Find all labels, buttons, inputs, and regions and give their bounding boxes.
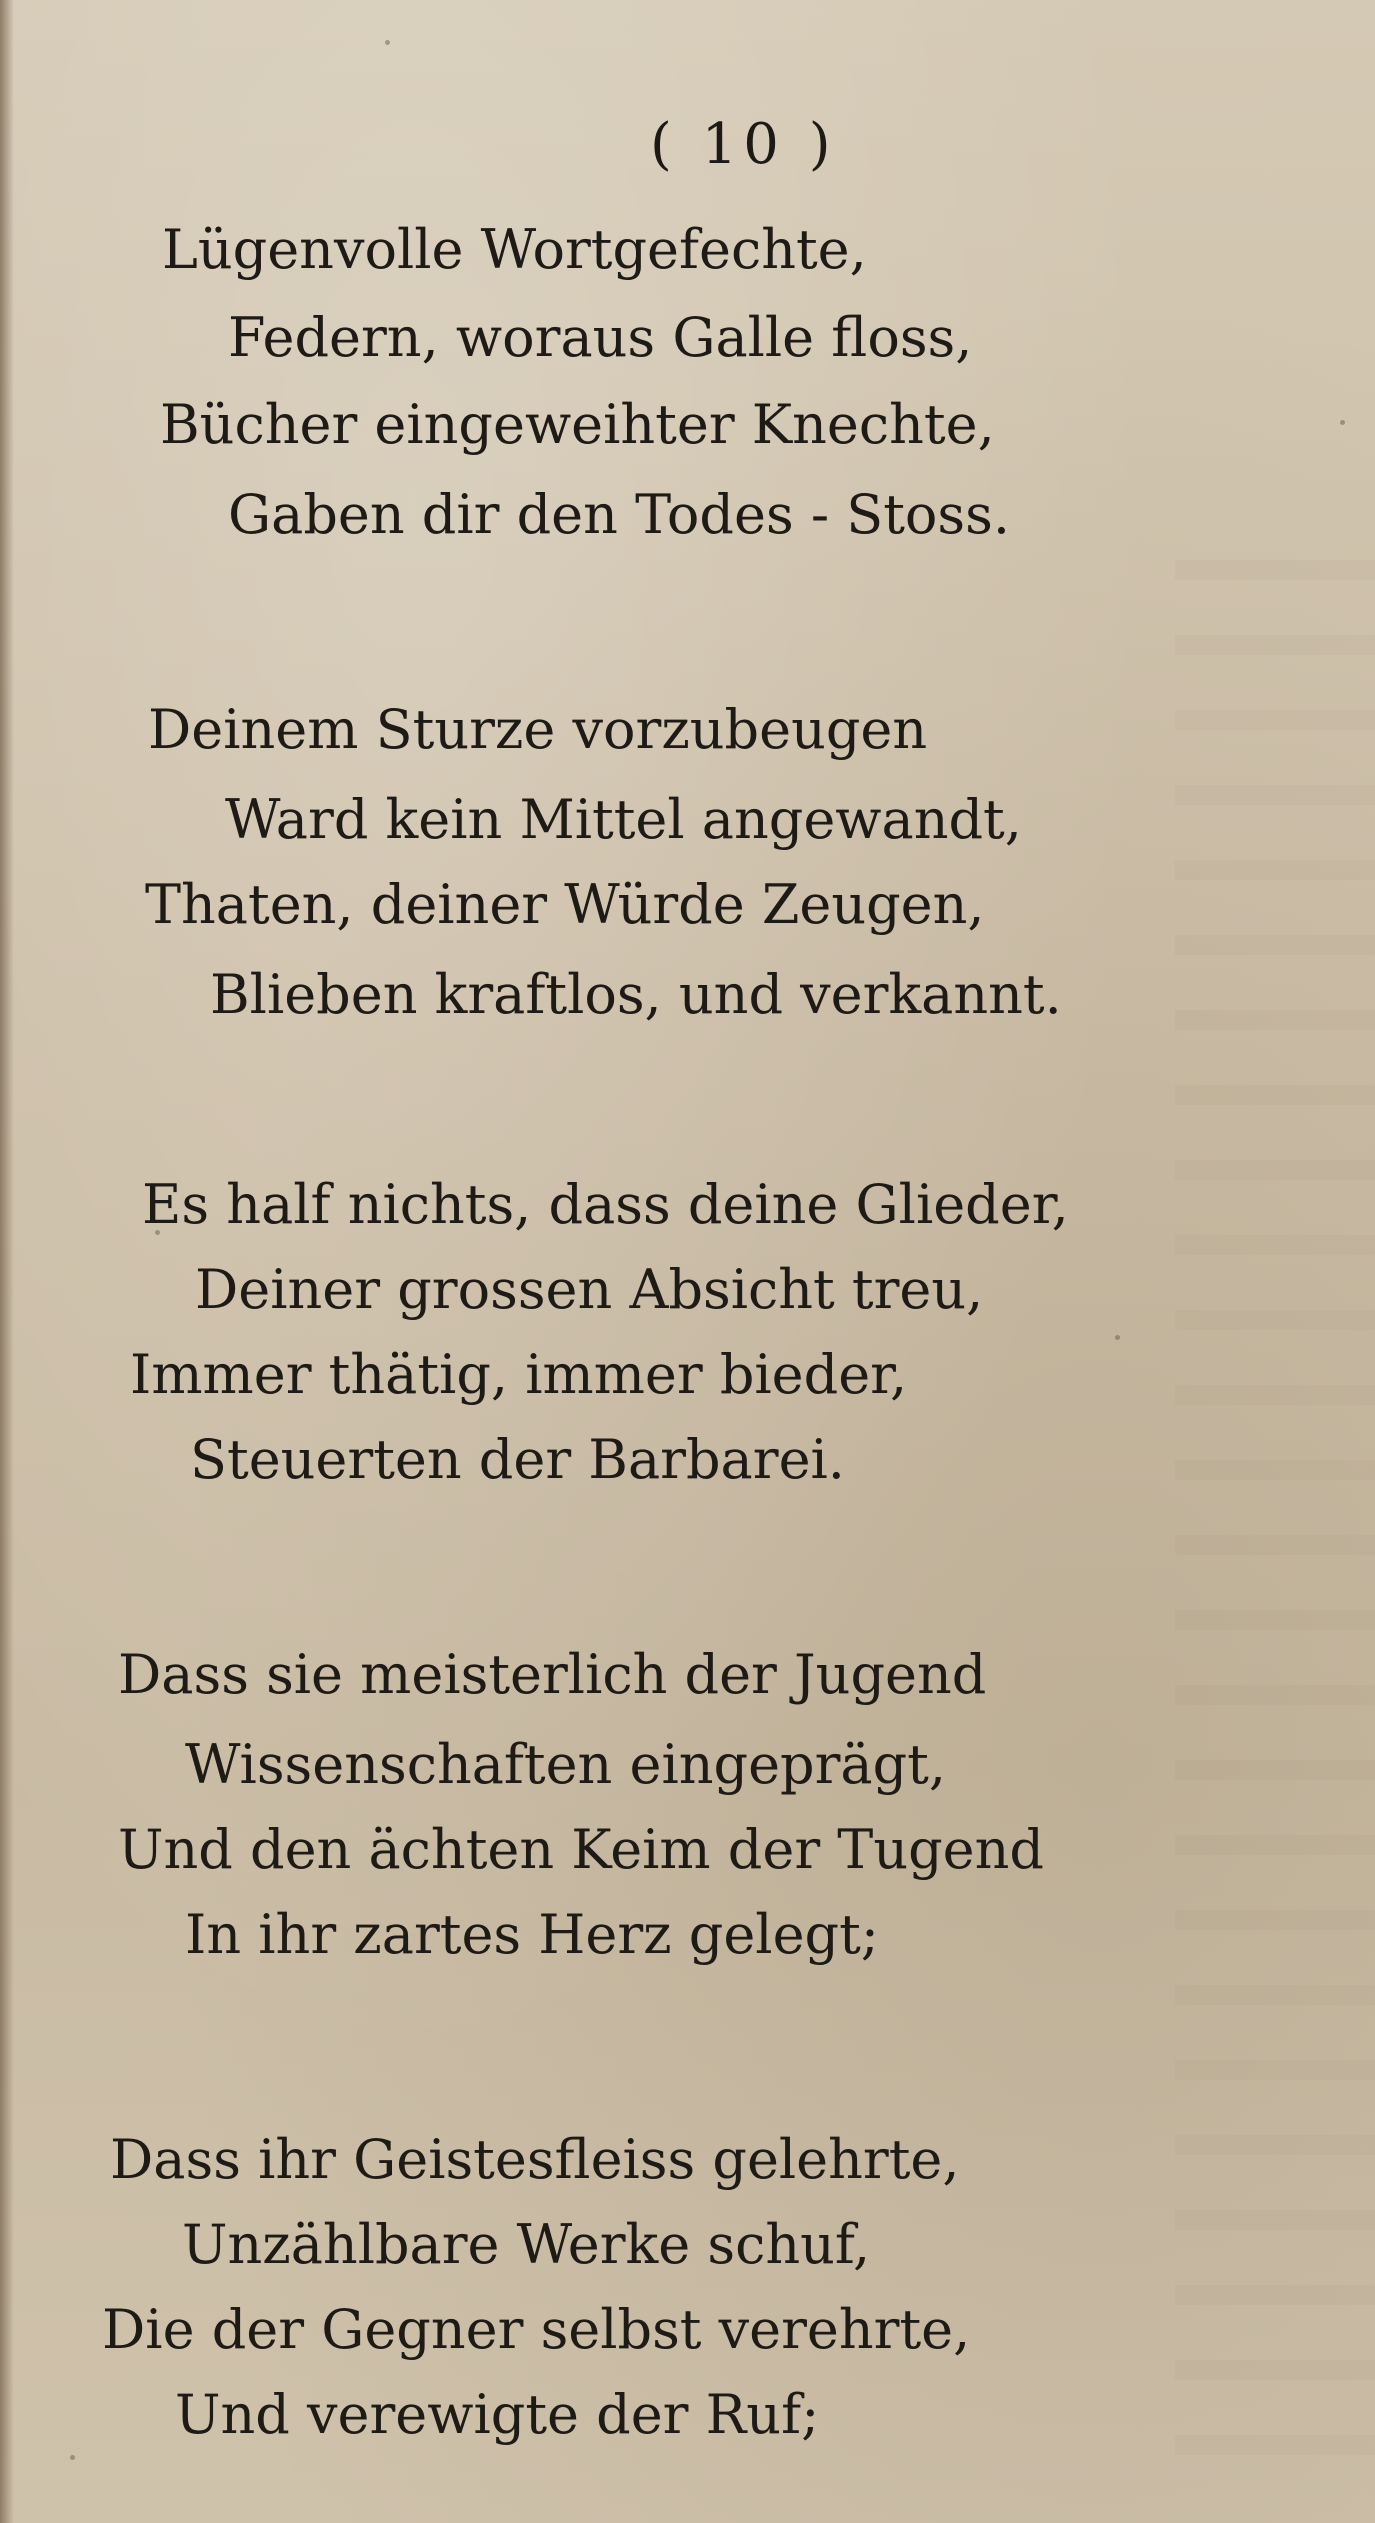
verse-line: Ward kein Mittel angewandt, (225, 788, 1022, 851)
verse-line: Dass ihr Geistesfleiss gelehrte, (110, 2128, 960, 2191)
verse-line: Wissenschaften eingeprägt, (185, 1733, 947, 1796)
verse-line: In ihr zartes Herz gelegt; (185, 1903, 879, 1966)
verse-line: Unzählbare Werke schuf, (182, 2213, 871, 2276)
verse-line: Lügenvolle Wortgefechte, (162, 218, 867, 281)
paper-speck (70, 2455, 75, 2460)
verse-line: Und den ächten Keim der Tugend (118, 1818, 1044, 1881)
paper-speck (1115, 1335, 1120, 1340)
paper-speck (385, 40, 390, 45)
verse-line: Blieben kraftlos, und verkannt. (210, 963, 1062, 1026)
verse-line: Immer thätig, immer bieder, (130, 1343, 908, 1406)
verse-line: Deinem Sturze vorzubeugen (148, 698, 928, 761)
verse-line: Bücher eingeweihter Knechte, (160, 393, 995, 456)
verse-line: Die der Gegner selbst verehrte, (102, 2298, 971, 2361)
verse-line: Dass sie meisterlich der Jugend (118, 1643, 987, 1706)
paper-speck (1340, 420, 1345, 425)
verse-line: Federn, woraus Galle floss, (228, 306, 973, 369)
verse-line: Gaben dir den Todes - Stoss. (228, 483, 1011, 546)
verse-line: Steuerten der Barbarei. (190, 1428, 845, 1491)
verse-line: Deiner grossen Absicht treu, (195, 1258, 984, 1321)
verse-line: Und verewigte der Ruf; (175, 2383, 820, 2446)
bleed-through-texture (1175, 560, 1375, 2460)
page-number: ( 10 ) (650, 112, 837, 177)
verse-line: Thaten, deiner Würde Zeugen, (145, 873, 985, 936)
page-edge-shadow (0, 0, 14, 2523)
verse-line: Es half nichts, dass deine Glieder, (142, 1173, 1069, 1236)
